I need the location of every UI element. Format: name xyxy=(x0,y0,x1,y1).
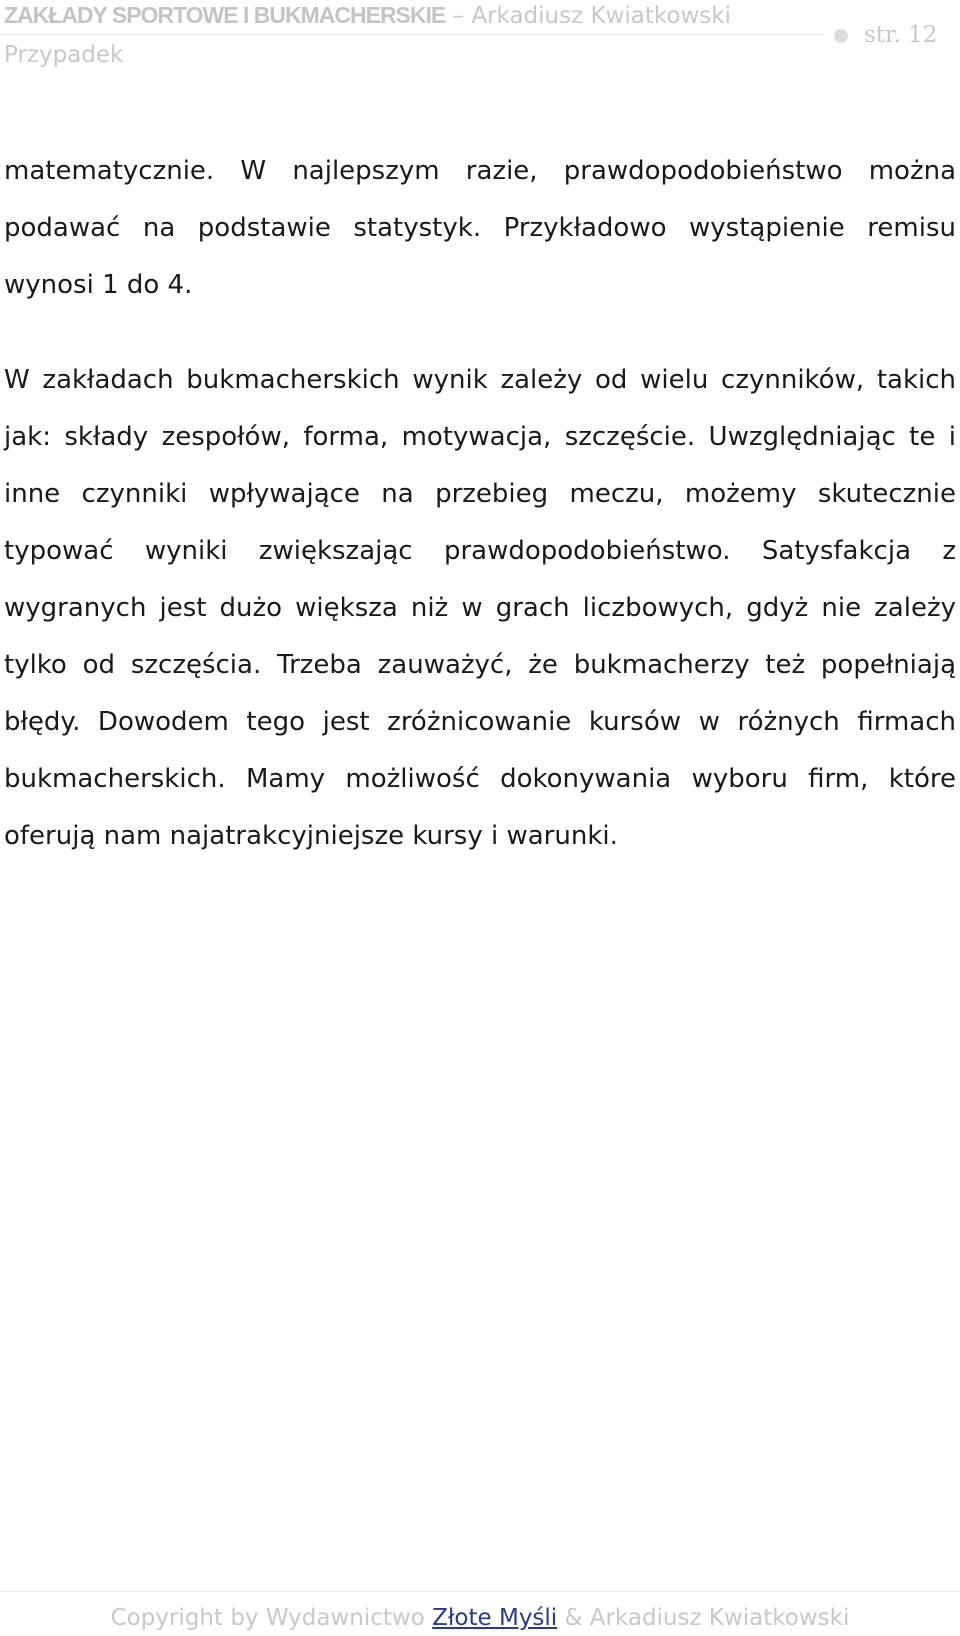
bullet-dot-icon xyxy=(834,29,848,43)
page-body xyxy=(4,143,956,865)
page-footer xyxy=(0,1603,960,1633)
publisher-link[interactable]: Złote Myśli xyxy=(432,1605,558,1631)
page-header xyxy=(0,0,960,80)
section-title: Przypadek xyxy=(4,42,124,68)
paragraph: matematycznie. W najlepszym razie, prawdopodobieństwo można podawać na podstawie statystyk. Przykładowo wystąpienie remisu wynosi 1 do 4. xyxy=(4,156,956,300)
running-header xyxy=(4,0,731,31)
header-separator: – xyxy=(445,3,472,29)
header-author: Arkadiusz Kwiatkowski xyxy=(471,3,731,29)
page-number: str. 12 xyxy=(864,22,938,48)
book-title: ZAKŁADY SPORTOWE I BUKMACHERSKIE xyxy=(4,2,446,28)
footer-divider xyxy=(0,1591,960,1592)
paragraph: W zakładach bukmacherskich wynik zależy od wielu czynników, takich jak: składy zespołów, forma, motywacja, szczęście. Uwzględniając te i inne czynniki wpływające na przebieg meczu, możemy skutecznie typować wyniki zwiększając prawdopodobieństwo. Satysfakcja z wygranych jest dużo większa niż w grach liczbowych, gdyż nie zależy tylko od szczęścia. Trzeba zauważyć, że bukmacherzy też popełniają błędy. Dowodem tego jest zróżnicowanie kursów w różnych firmach bukmacherskich. Mamy możliwość dokonywania wyboru firm, które oferują nam najatrakcyjniejsze kursy i warunki. xyxy=(4,365,956,851)
copyright-text: Copyright by Wydawnictwo xyxy=(110,1605,433,1631)
copyright-author: & Arkadiusz Kwiatkowski xyxy=(557,1605,850,1631)
header-divider xyxy=(0,34,824,35)
